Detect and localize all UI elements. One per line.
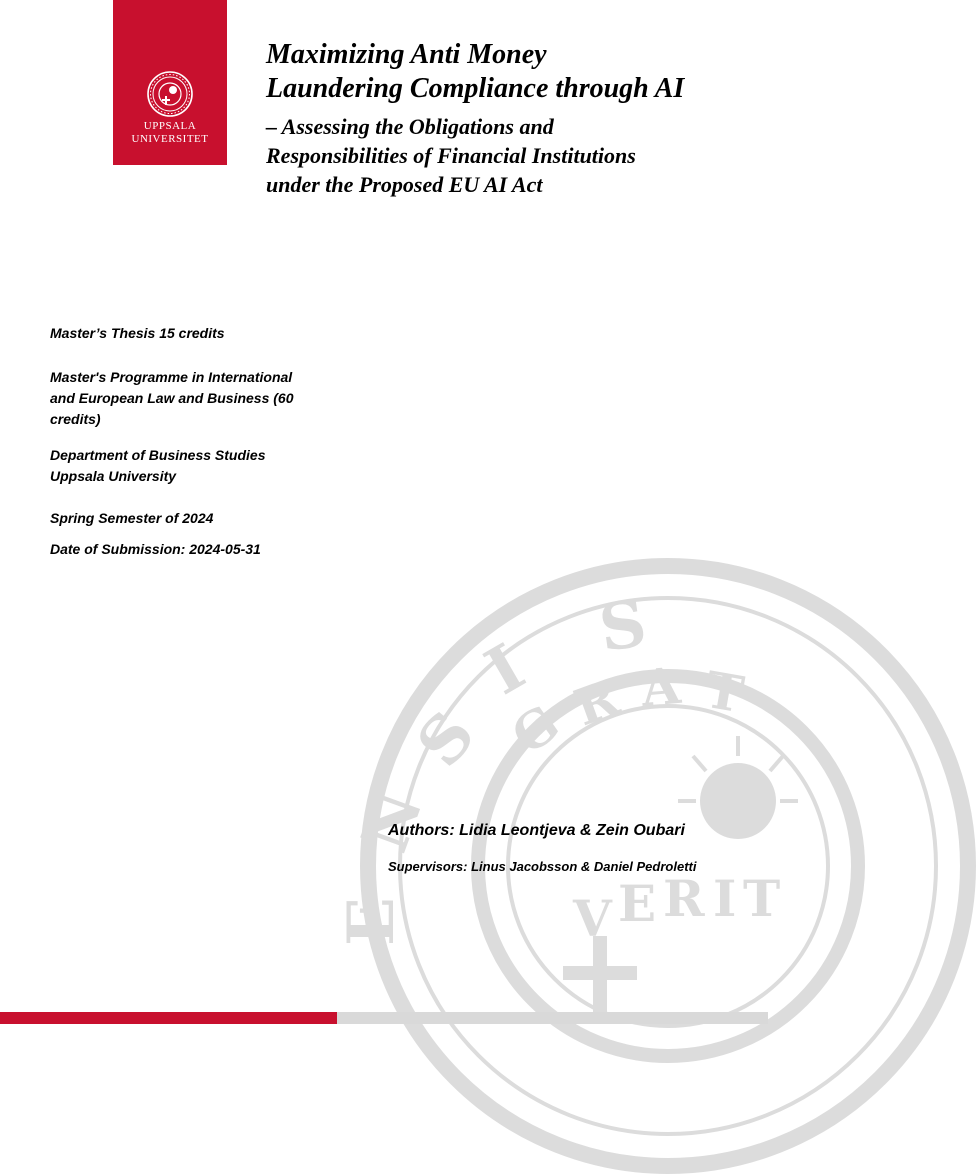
- university-text: Uppsala University: [50, 468, 177, 484]
- svg-text:E: E: [618, 874, 657, 933]
- logo-line-2: UNIVERSITET: [131, 133, 209, 145]
- svg-text:R: R: [566, 667, 627, 738]
- title-main-line-1: Maximizing Anti Money: [266, 39, 547, 70]
- svg-text:V: V: [573, 889, 612, 948]
- title-sub-line-1: – Assessing the Obligations and: [266, 114, 554, 139]
- title-main-line-2: Laundering Compliance through AI: [266, 73, 685, 104]
- uppsala-university-logo: [113, 0, 227, 165]
- thesis-type-text: Master’s Thesis 15 credits: [50, 325, 225, 341]
- svg-text:A: A: [638, 655, 683, 718]
- programme-line-1: Master's Programme in International: [50, 369, 293, 385]
- svg-text:T: T: [743, 869, 781, 928]
- title-subtitle: [266, 112, 761, 199]
- authors: Authors: Lidia Leontjeva & Zein Oubari: [388, 822, 685, 839]
- logo-wordmark: [113, 120, 227, 146]
- svg-text:T: T: [700, 659, 748, 725]
- semester-text: Spring Semester of 2024: [50, 510, 214, 526]
- svg-text:G: G: [501, 693, 570, 766]
- svg-text:S: S: [594, 586, 651, 667]
- department: [50, 445, 350, 487]
- title-sub-line-3: under the Proposed EU AI Act: [266, 172, 543, 197]
- logo-line-1: UPPSALA: [143, 120, 197, 132]
- svg-text:R: R: [663, 869, 705, 928]
- semester: [50, 508, 350, 529]
- submission-date: [50, 539, 350, 560]
- university-seal-icon: [146, 70, 194, 118]
- thesis-title: [266, 38, 761, 199]
- programme: [50, 367, 350, 430]
- programme-line-2: and European Law and Business (60: [50, 390, 294, 406]
- supervisors: Supervisors: Linus Jacobsson & Daniel Pedroletti: [388, 859, 697, 874]
- department-text: Department of Business Studies: [50, 447, 266, 463]
- svg-text:I: I: [713, 869, 737, 928]
- svg-text:S: S: [402, 697, 490, 782]
- programme-line-3: credits): [50, 411, 101, 427]
- title-main: [266, 38, 761, 106]
- bottom-accent-bar: [0, 1012, 337, 1024]
- bottom-grey-bar: [337, 1012, 768, 1024]
- title-sub-line-2: Responsibilities of Financial Institutions: [266, 143, 636, 168]
- thesis-type: [50, 323, 350, 344]
- svg-text:I: I: [473, 629, 537, 710]
- svg-text:E: E: [334, 897, 409, 946]
- submission-date-text: Date of Submission: 2024-05-31: [50, 541, 261, 557]
- svg-text:N: N: [347, 780, 439, 862]
